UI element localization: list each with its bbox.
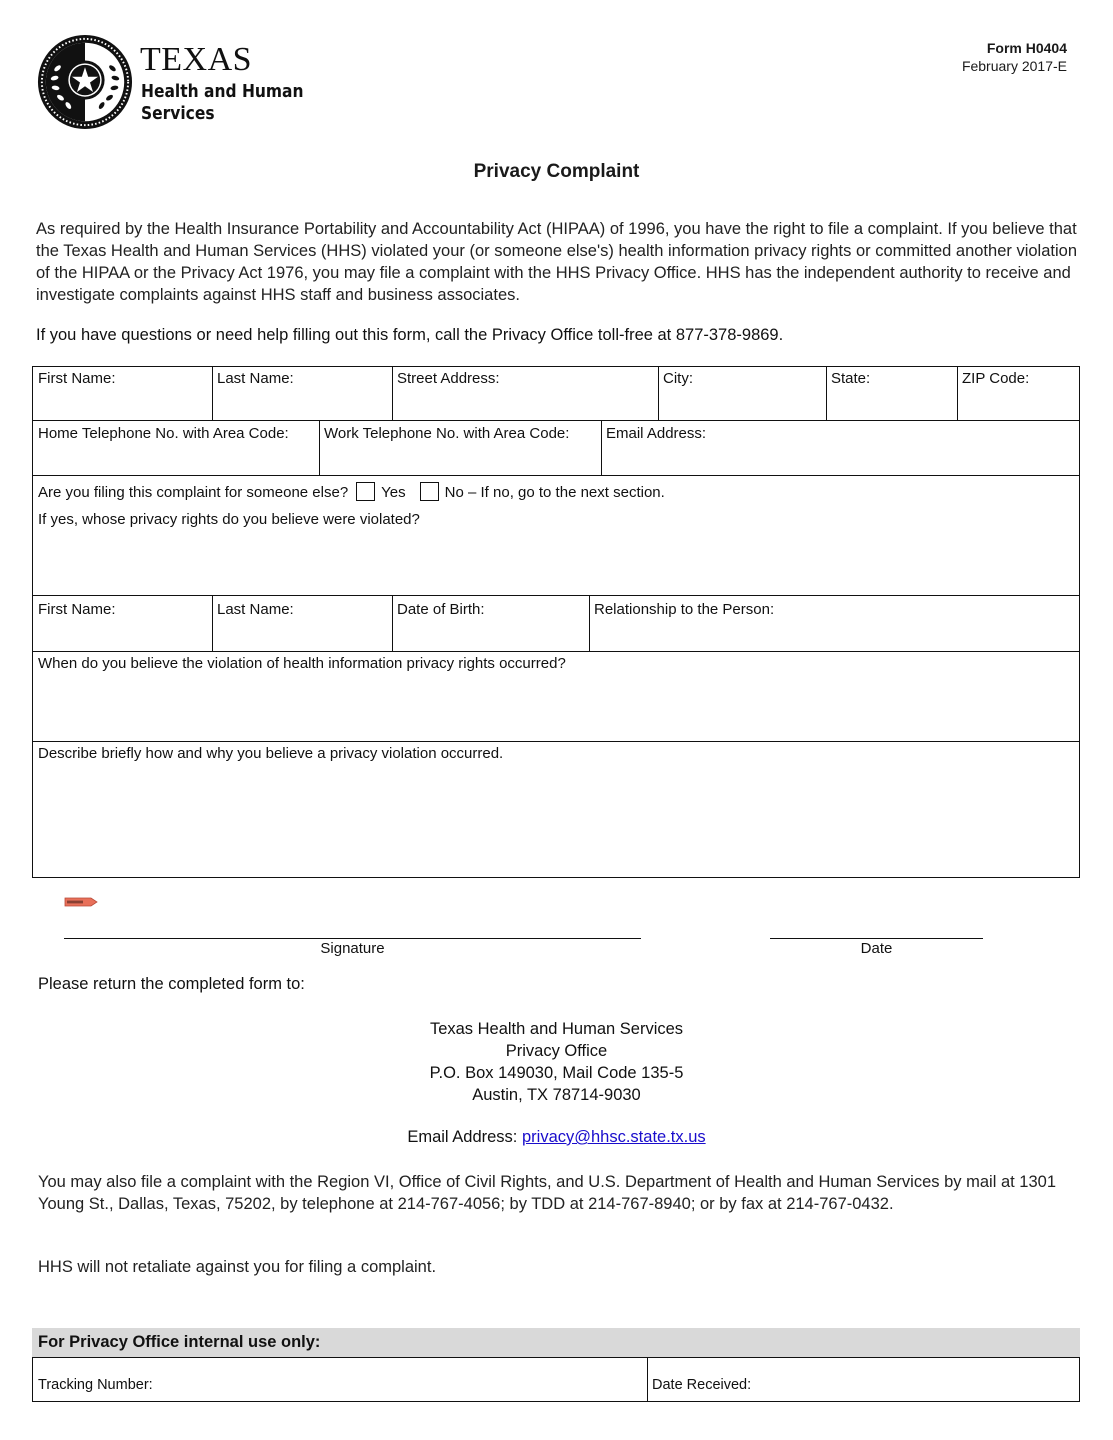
address-line: Privacy Office xyxy=(505,1042,608,1060)
street-address-field[interactable] xyxy=(392,367,658,420)
email-address-label: Email Address: xyxy=(606,425,707,442)
logo-subtitle-line2: Services xyxy=(141,103,215,124)
texas-hhs-logo xyxy=(36,33,304,133)
tracking-number-label: Tracking Number: xyxy=(38,1377,153,1393)
last-name-field[interactable] xyxy=(212,367,392,420)
row-divider xyxy=(33,595,1079,596)
work-phone-field[interactable] xyxy=(319,422,601,475)
home-phone-label: Home Telephone No. with Area Code: xyxy=(38,425,289,442)
relationship-field[interactable] xyxy=(589,598,1079,651)
someone-else-question-row xyxy=(33,479,1079,507)
privacy-office-email xyxy=(0,1128,1113,1147)
row-divider xyxy=(33,420,1079,421)
date-received-label: Date Received: xyxy=(652,1377,752,1393)
relationship-label: Relationship to the Person: xyxy=(594,601,775,618)
someone-else-question: Are you filing this complaint for someone else? xyxy=(38,484,349,501)
non-retaliation-statement: HHS will not retaliate against you for filing a complaint. xyxy=(38,1258,437,1276)
signature-line[interactable] xyxy=(64,938,641,939)
other-last-name-label: Last Name: xyxy=(217,601,294,618)
tracking-number-field[interactable] xyxy=(33,1374,647,1393)
page-title: Privacy Complaint xyxy=(473,161,640,182)
email-link[interactable]: privacy@hhsc.state.tx.us xyxy=(521,1128,706,1146)
whose-rights-field[interactable] xyxy=(33,508,1079,594)
signature-label: Signature xyxy=(320,940,385,957)
date-line[interactable] xyxy=(770,938,983,939)
home-phone-field[interactable] xyxy=(33,422,319,475)
internal-use-row xyxy=(32,1358,1080,1402)
whose-rights-label: If yes, whose privacy rights do you believe were violated? xyxy=(38,511,420,528)
violation-date-label: When do you believe the violation of health information privacy rights occurred? xyxy=(38,655,566,672)
sign-here-flag-icon xyxy=(64,897,98,907)
ocr-contact-paragraph: You may also file a complaint with the Region VI, Office of Civil Rights, and U.S. Department of Health and Human Services by mail at 1301 Young St., Dallas, Texas, 75202, by telephone at 214-767-4056; by TDD at 214-767-8940; or by fax at 214-767-0432. xyxy=(38,1173,1057,1213)
email-address-field[interactable] xyxy=(601,422,1079,475)
city-field[interactable] xyxy=(658,367,826,420)
address-line: P.O. Box 149030, Mail Code 135-5 xyxy=(429,1064,684,1082)
address-line: Austin, TX 78714-9030 xyxy=(472,1086,641,1104)
zip-code-field[interactable] xyxy=(957,367,1079,420)
date-received-field[interactable] xyxy=(647,1374,1079,1393)
first-name-label: First Name: xyxy=(38,370,116,387)
row-divider xyxy=(33,475,1079,476)
first-name-field[interactable] xyxy=(33,367,212,420)
logo-wordmark: TEXAS xyxy=(140,41,253,78)
mailing-address xyxy=(0,1018,1113,1106)
address-line: Texas Health and Human Services xyxy=(429,1020,684,1038)
other-first-name-label: First Name: xyxy=(38,601,116,618)
state-field[interactable] xyxy=(826,367,957,420)
logo-subtitle xyxy=(141,81,304,125)
state-label: State: xyxy=(831,370,871,387)
internal-use-heading: For Privacy Office internal use only: xyxy=(38,1333,321,1351)
form-date: February 2017-E xyxy=(961,58,1067,74)
last-name-label: Last Name: xyxy=(217,370,294,387)
texas-seal-icon xyxy=(36,33,134,131)
form-identifier xyxy=(962,39,1067,75)
no-label: No – If no, go to the next section. xyxy=(444,484,665,501)
street-address-label: Street Address: xyxy=(397,370,500,387)
work-phone-label: Work Telephone No. with Area Code: xyxy=(324,425,570,442)
other-first-name-field[interactable] xyxy=(33,598,212,651)
date-of-birth-field[interactable] xyxy=(392,598,589,651)
yes-checkbox[interactable] xyxy=(356,482,375,501)
help-text: If you have questions or need help filling out this form, call the Privacy Office toll-free at 877-378-9869. xyxy=(36,326,784,344)
complaint-form-table xyxy=(32,366,1080,878)
form-number: Form H0404 xyxy=(986,40,1067,56)
yes-label: Yes xyxy=(381,484,406,501)
no-checkbox[interactable] xyxy=(420,482,439,501)
violation-date-field[interactable] xyxy=(33,652,1079,741)
logo-subtitle-line1: Health and Human xyxy=(141,81,304,102)
zip-code-label: ZIP Code: xyxy=(962,370,1030,387)
city-label: City: xyxy=(663,370,693,387)
return-instructions: Please return the completed form to: xyxy=(38,975,305,993)
intro-paragraph: As required by the Health Insurance Portability and Accountability Act (HIPAA) of 1996, you have the right to file a complaint. If you believe that the Texas Health and Human Services (HHS) violated your (or someone else's) health information privacy rights or committed another violation of the HIPAA or the Privacy Act 1976, you may file a complaint with the HHS Privacy Office. HHS has the independent authority to receive and investigate complaints against HHS staff and business associates. xyxy=(36,220,1077,304)
date-of-birth-label: Date of Birth: xyxy=(397,601,485,618)
date-label: Date xyxy=(860,940,893,957)
violation-description-field[interactable] xyxy=(33,742,1079,877)
internal-use-header xyxy=(32,1328,1080,1358)
other-last-name-field[interactable] xyxy=(212,598,392,651)
violation-description-label: Describe briefly how and why you believe a privacy violation occurred. xyxy=(38,745,504,762)
email-label: Email Address: xyxy=(407,1128,522,1146)
